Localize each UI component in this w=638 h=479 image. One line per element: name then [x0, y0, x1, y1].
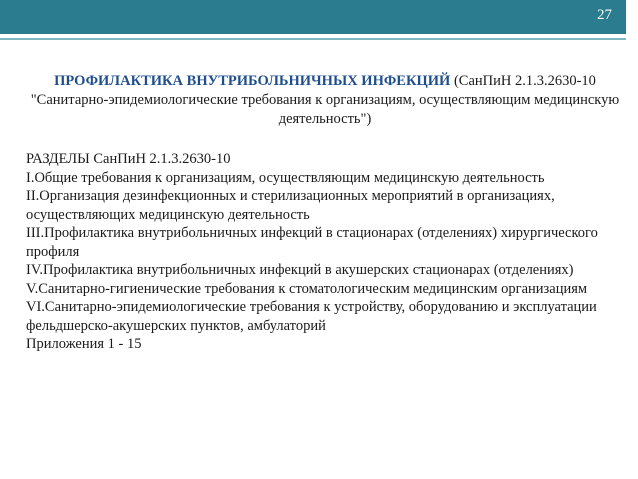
section-item: V.Санитарно-гигиенические требования к стоматологическим медицинским организациям [26, 280, 588, 297]
sections-heading: РАЗДЕЛЫ СанПиН 2.1.3.2630-10 [26, 151, 231, 167]
page-number: 27 [597, 7, 612, 23]
right-edge-strip [626, 0, 638, 479]
section-item: VI.Санитарно-эпидемиологические требования к устройству, оборудованию и эксплуатации фельдшерско-акушерских пунктов, амбулаторий [26, 299, 597, 334]
section-item: II.Организация дезинфекционных и стерилизационных мероприятий в организациях, осуществляющих медицинскую деятельность [26, 188, 555, 223]
section-item: III.Профилактика внутрибольничных инфекций в стационарах (отделениях) хирургического профиля [26, 225, 598, 260]
section-item: Приложения 1 - 15 [26, 336, 142, 352]
slide-title-bold: ПРОФИЛАКТИКА ВНУТРИБОЛЬНИЧНЫХ ИНФЕКЦИЙ [54, 73, 451, 89]
header-bar [0, 0, 626, 34]
slide-title [30, 72, 620, 129]
section-item: IV.Профилактика внутрибольничных инфекций в акушерских стационарах (отделениях) [26, 262, 574, 278]
section-item: I.Общие требования к организациям, осуществляющим медицинскую деятельность [26, 169, 545, 186]
slide-title-rest: (СанПиН 2.1.3.2630-10 "Санитарно-эпидемиологические требования к организациям, осуществляющим медицинскую деятельность") [30, 73, 620, 127]
sections-list [26, 150, 621, 354]
header-accent-line [0, 38, 626, 40]
